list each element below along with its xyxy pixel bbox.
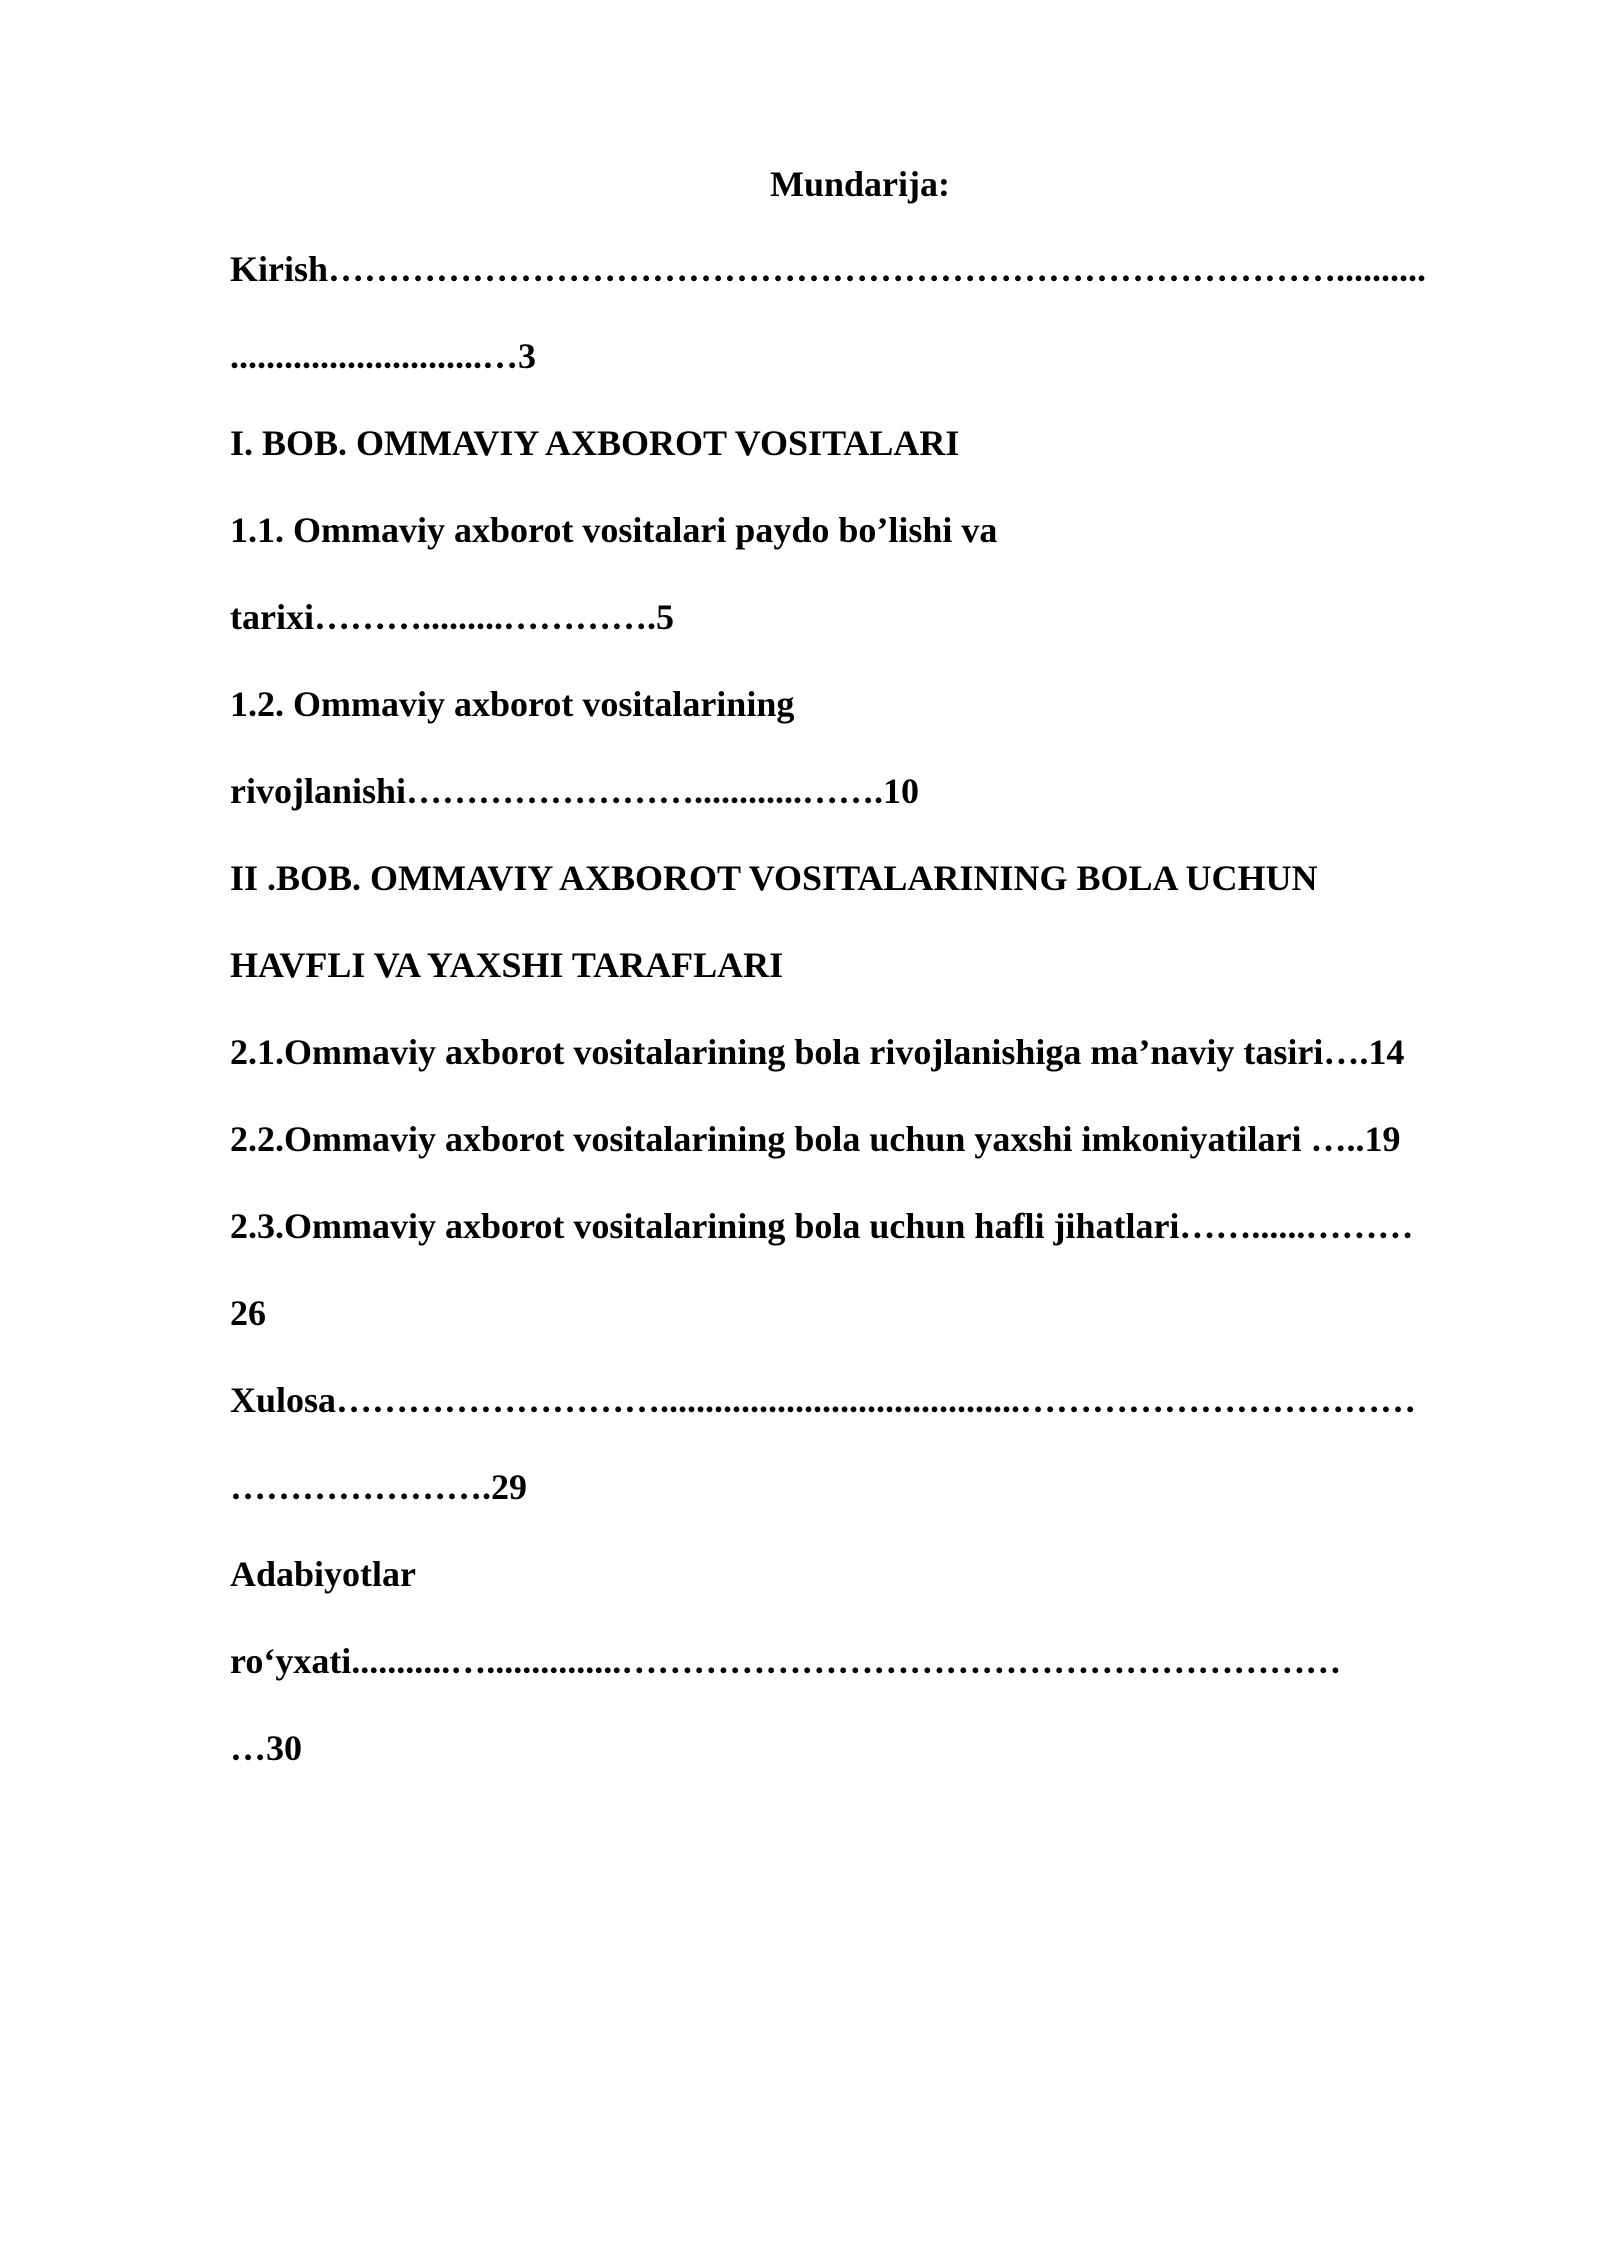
toc-line-section-2-3: 2.3.Ommaviy axborot vositalarining bola uchun hafli jihatlari……......……… [230,1206,1414,1246]
toc-line-section-1-1-cont: tarixi……….........………….5 [230,597,674,637]
toc-line-section-2-2: 2.2.Ommaviy axborot vositalarining bola uchun yaxshi imkoniyatilari …..19 [230,1119,1401,1159]
toc-line-chapter-2: II .BOB. OMMAVIY AXBOROT VOSITALARINING BOLA UCHUN [230,858,1318,898]
toc-line-adabiyotlar-cont: ro‘yxati...........…...............…………………………………………………… [230,1641,1342,1681]
toc-line-section-2-1: 2.1.Ommaviy axborot vositalarining bola rivojlanishiga ma’naviy tasiri….14 [230,1032,1405,1072]
toc-line-adabiyotlar-page: …30 [230,1728,302,1768]
toc-line-chapter-1: I. BOB. OMMAVIY AXBOROT VOSITALARI [230,423,960,463]
toc-line-section-1-1: 1.1. Ommaviy axborot vositalari paydo bo’lishi va [230,510,998,550]
toc-line-kirish-page: ............................…3 [230,336,536,376]
toc-line-kirish: Kirish………………………………………………………………………….......... [230,249,1427,289]
toc-line-chapter-2-cont: HAVFLI VA YAXSHI TARAFLARI [230,945,784,985]
toc-line-xulosa-page: ………………….29 [230,1467,527,1507]
toc-line-section-2-3-page: 26 [230,1293,266,1333]
toc-line-adabiyotlar: Adabiyotlar [230,1554,417,1594]
toc-line-section-1-2-cont: rivojlanishi……………………............…….10 [230,771,920,811]
table-of-contents [230,226,1530,1792]
toc-title: Mundarija: [770,164,950,204]
toc-line-section-1-2: 1.2. Ommaviy axborot vositalarining [230,684,795,724]
toc-line-xulosa: Xulosa………………………........................................…………………………… [230,1380,1417,1420]
